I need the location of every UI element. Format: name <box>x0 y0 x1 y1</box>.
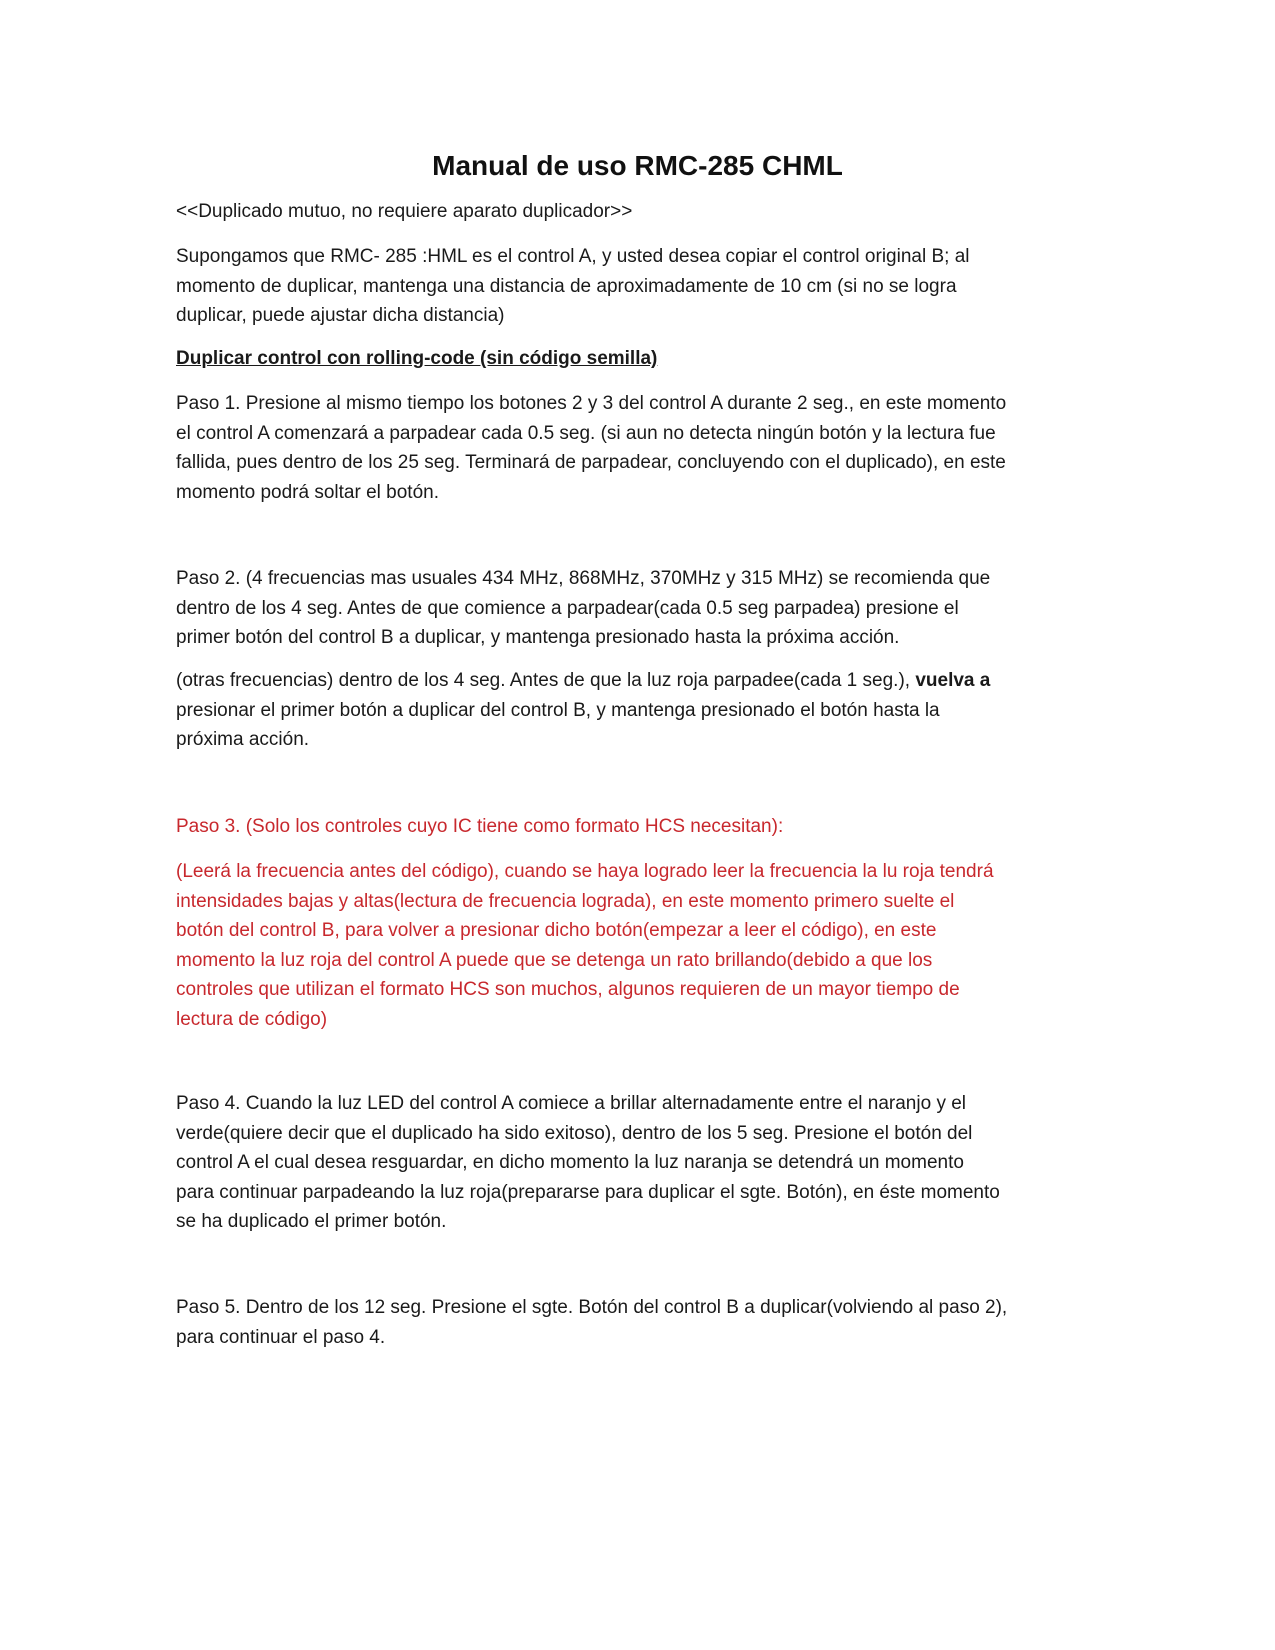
paso4-line: verde(quiere decir que el duplicado ha sido exitoso), dentro de los 5 seg. Presione el botón del <box>176 1122 973 1144</box>
section-heading <box>176 344 1096 374</box>
paso3-line: lectura de código) <box>176 1008 328 1030</box>
intro-paragraph <box>176 242 1096 331</box>
paso2-paragraph <box>176 564 1096 653</box>
paso3-line: intensidades bajas y altas(lectura de frecuencia lograda), en este momento primero suelte el <box>176 890 955 912</box>
section-heading-text: Duplicar control con rolling-code (sin código semilla) <box>176 348 658 369</box>
paso3-heading <box>176 812 1096 842</box>
paso3-heading-text: Paso 3. (Solo los controles cuyo IC tiene como formato HCS necesitan): <box>176 816 784 837</box>
intro-line: Supongamos que RMC- 285 :HML es el control A, y usted desea copiar el control original B; al <box>176 246 970 267</box>
paso1-line: el control A comenzará a parpadear cada 0.5 seg. (si aun no detecta ningún botón y la lectura fue <box>176 422 996 444</box>
paso1-paragraph <box>176 389 1096 507</box>
otras-line <box>176 666 1096 696</box>
paso3-line: botón del control B, para volver a presionar dicho botón(empezar a leer el código), en este <box>176 920 937 942</box>
otras-frecuencias-paragraph <box>176 666 1096 755</box>
otras-line: próxima acción. <box>176 729 310 751</box>
paso5-line: para continuar el paso 4. <box>176 1326 386 1348</box>
paso5-paragraph <box>176 1293 1096 1352</box>
otras-line-text: (otras frecuencias) dentro de los 4 seg. Antes de que la luz roja parpadee(cada 1 seg.), <box>176 670 916 691</box>
subtitle-line: <<Duplicado mutuo, no requiere aparato duplicador>> <box>176 201 633 222</box>
otras-bold-text: vuelva a <box>915 670 991 691</box>
paso4-line: para continuar parpadeando la luz roja(prepararse para duplicar el sgte. Botón), en éste momento <box>176 1181 1000 1203</box>
paso4-paragraph <box>176 1089 1096 1237</box>
paso2-line: dentro de los 4 seg. Antes de que comience a parpadear(cada 0.5 seg parpadea) presione el <box>176 597 959 619</box>
subtitle <box>176 197 1096 227</box>
paso4-line: se ha duplicado el primer botón. <box>176 1211 447 1233</box>
intro-line: duplicar, puede ajustar dicha distancia) <box>176 305 505 327</box>
paso1-line: Paso 1. Presione al mismo tiempo los botones 2 y 3 del control A durante 2 seg., en este momento <box>176 393 1007 414</box>
paso4-line: Paso 4. Cuando la luz LED del control A comiece a brillar alternadamente entre el naranjo y el <box>176 1093 967 1114</box>
paso3-paragraph <box>176 857 1096 1035</box>
paso5-line: Paso 5. Dentro de los 12 seg. Presione el sgte. Botón del control B a duplicar(volviendo al paso 2), <box>176 1297 1008 1318</box>
paso1-line: momento podrá soltar el botón. <box>176 481 439 503</box>
paso1-line: fallida, pues dentro de los 25 seg. Terminará de parpadear, concluyendo con el duplicado), en este <box>176 452 1006 474</box>
paso2-line: Paso 2. (4 frecuencias mas usuales 434 MHz, 868MHz, 370MHz y 315 MHz) se recomienda que <box>176 568 991 589</box>
document-title: Manual de uso RMC-285 CHML <box>432 150 843 181</box>
otras-line: presionar el primer botón a duplicar del control B, y mantenga presionado el botón hasta la <box>176 699 940 721</box>
paso2-line: primer botón del control B a duplicar, y mantenga presionado hasta la próxima acción. <box>176 627 900 649</box>
paso4-line: control A el cual desea resguardar, en dicho momento la luz naranja se detendrá un momento <box>176 1152 964 1174</box>
intro-line: momento de duplicar, mantenga una distancia de aproximadamente de 10 cm (si no se logra <box>176 275 957 297</box>
paso3-line: momento la luz roja del control A puede que se detenga un rato brillando(debido a que los <box>176 949 933 971</box>
paso3-line: (Leerá la frecuencia antes del código), cuando se haya logrado leer la frecuencia la lu roja tendrá <box>176 861 994 882</box>
paso3-line: controles que utilizan el formato HCS son muchos, algunos requieren de un mayor tiempo de <box>176 979 960 1001</box>
